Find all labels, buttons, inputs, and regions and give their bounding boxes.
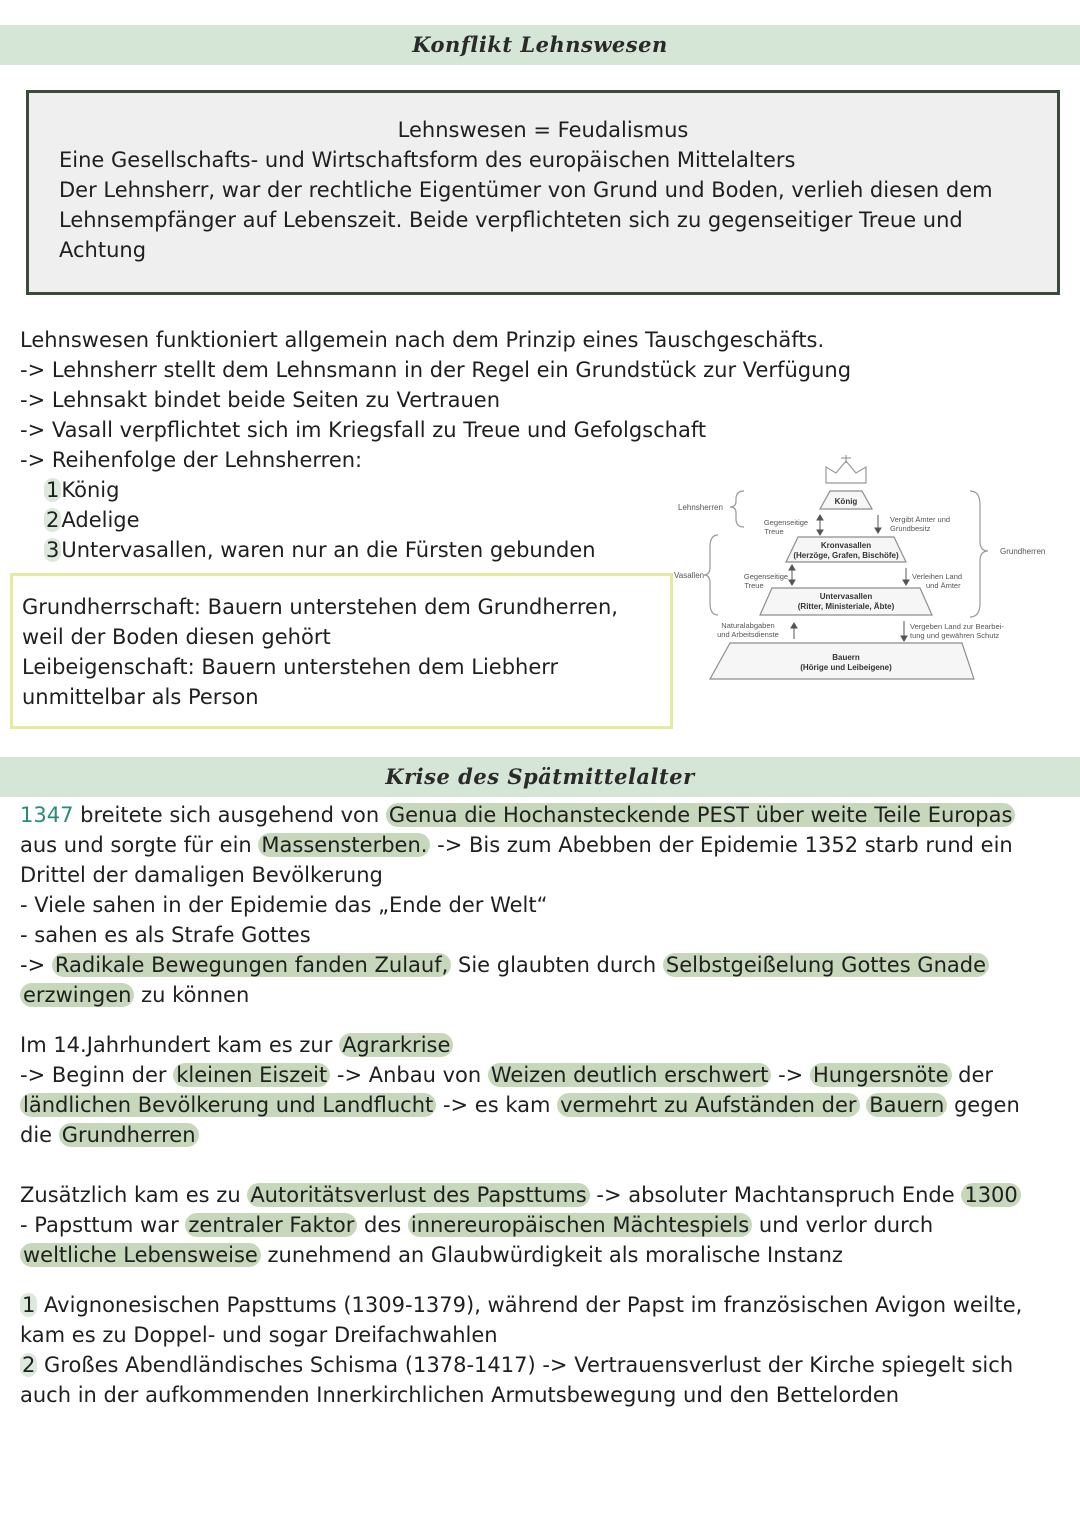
krise-line xyxy=(20,1210,1022,1240)
principle-line: -> Lehnsakt bindet beide Seiten zu Vertrauen xyxy=(20,388,501,412)
text-span: -> Bis zum Abebben der Epidemie 1352 starb rund ein xyxy=(430,833,1013,857)
definition-box xyxy=(26,90,1060,295)
krise-line xyxy=(20,1290,1022,1320)
left-label: und Arbeitsdienste xyxy=(717,630,779,639)
text-span: aus und sorgte für ein xyxy=(20,833,259,857)
grundherrschaft-line: Leibeigenschaft: Bauern unterstehen dem Liebherr xyxy=(22,655,559,679)
right-label: Vergeben Land zur Bearbei- xyxy=(910,622,1004,631)
krise-line: - sahen es als Strafe Gottes xyxy=(20,923,311,947)
text-span: Großes Abendländisches Schisma (1378-1417) -> Vertrauensverlust der Kirche spiegelt sich xyxy=(37,1353,1014,1377)
rank-number: 1 xyxy=(46,478,60,502)
text-span: -> Anbau von xyxy=(330,1063,488,1087)
text-span: Im 14.Jahrhundert kam es zur xyxy=(20,1033,340,1057)
level-name: Untervasallen xyxy=(819,592,873,601)
brace-vasallen xyxy=(704,535,718,615)
highlight: Agrarkrise xyxy=(339,1033,453,1057)
rank-text: Adelige xyxy=(61,508,140,532)
krise-line: Drittel der damaligen Bevölkerung xyxy=(20,863,383,887)
brace-grundherren xyxy=(970,491,988,617)
right-label: Verleihen Land xyxy=(912,572,963,581)
krise-line xyxy=(20,1060,1022,1090)
highlight: 1300 xyxy=(961,1183,1020,1207)
spacer xyxy=(20,1010,1022,1030)
highlight: Bauern xyxy=(866,1093,947,1117)
list-number: 1 xyxy=(22,1293,36,1317)
spacer xyxy=(20,1150,1022,1180)
krise-line xyxy=(20,800,1022,830)
krise-line xyxy=(20,830,1022,860)
highlight: Selbstgeißelung Gottes Gnade xyxy=(663,953,989,977)
section-title-krise: Krise des Spätmittelalter xyxy=(385,764,695,789)
highlight: Weizen deutlich erschwert xyxy=(488,1063,772,1087)
krise-line xyxy=(20,950,1022,980)
highlight: Massensterben. xyxy=(258,833,430,857)
level-sub: (Hörige und Leibeigene) xyxy=(800,663,892,672)
krise-line xyxy=(20,1030,1022,1060)
text-span: und verlor durch xyxy=(752,1213,934,1237)
brace-lehnsherren xyxy=(730,491,744,527)
krise-line xyxy=(20,1090,1022,1120)
level-name: Bauern xyxy=(832,653,860,662)
highlight: erzwingen xyxy=(20,983,134,1007)
text-span: gegen xyxy=(947,1093,1020,1117)
level-name: König xyxy=(834,497,858,506)
brace-label: Grundherren xyxy=(1000,547,1046,556)
right-label: Grundbesitz xyxy=(890,524,931,533)
krise-line xyxy=(20,1120,1022,1150)
grundherrschaft-line: weil der Boden diesen gehört xyxy=(22,625,331,649)
text-span: zu können xyxy=(134,983,250,1007)
highlight: zentraler Faktor xyxy=(185,1213,357,1237)
left-label: Gegenseitige xyxy=(743,572,789,581)
definition-text xyxy=(59,145,1039,265)
highlight: vermehrt zu Aufständen der xyxy=(557,1093,859,1117)
level-name: Kronvasallen xyxy=(820,541,872,550)
spacer xyxy=(20,1270,1022,1290)
principle-line: -> Reihenfolge der Lehnsherren: xyxy=(20,448,363,472)
highlight: Autoritätsverlust des Papsttums xyxy=(247,1183,589,1207)
rank-text: Untervasallen, waren nur an die Fürsten gebunden xyxy=(61,538,596,562)
text-span: -> xyxy=(20,953,52,977)
krise-line: auch in der aufkommenden Innerkirchlichen Armutsbewegung und den Bettelorden xyxy=(20,1383,900,1407)
highlight: Radikale Bewegungen fanden Zulauf, xyxy=(52,953,451,977)
principle-line: -> Lehnsherr stellt dem Lehnsmann in der Regel ein Grundstück zur Verfügung xyxy=(20,358,852,382)
highlight: weltliche Lebensweise xyxy=(20,1243,261,1267)
definition-line: Lehnsempfänger auf Lebenszeit. Beide verpflichteten sich zu gegenseitiger Treue und xyxy=(59,208,963,232)
krise-line: kam es zu Doppel- und sogar Dreifachwahlen xyxy=(20,1323,498,1347)
left-label: Treue xyxy=(764,527,784,536)
left-label: Gegenseitige xyxy=(763,518,809,527)
grundherrschaft-line: unmittelbar als Person xyxy=(22,685,259,709)
year-text: 1347 xyxy=(20,803,74,827)
text-span: die xyxy=(20,1123,59,1147)
brace-label: Lehnsherren xyxy=(678,503,723,512)
principle-line: Lehnswesen funktioniert allgemein nach dem Prinzip eines Tauschgeschäfts. xyxy=(20,328,825,352)
left-label: Treue xyxy=(744,581,764,590)
krise-notes xyxy=(20,800,1022,1410)
krise-line xyxy=(20,1350,1022,1380)
highlight: Grundherren xyxy=(59,1123,199,1147)
feudal-pyramid-diagram xyxy=(670,455,1075,695)
section-title-lehnswesen: Konflikt Lehnswesen xyxy=(412,32,668,57)
text-span: Avignonesischen Papsttums (1309-1379), während der Papst im französischen Avigon weilte, xyxy=(37,1293,1023,1317)
krise-line: - Viele sahen in der Epidemie das „Ende der Welt“ xyxy=(20,893,548,917)
text-span: Sie glaubten durch xyxy=(451,953,663,977)
level-sub: (Ritter, Ministeriale, Äbte) xyxy=(797,602,895,611)
krise-line xyxy=(20,1180,1022,1210)
list-number: 2 xyxy=(22,1353,36,1377)
text-span: -> xyxy=(771,1063,810,1087)
text-span: der xyxy=(951,1063,994,1087)
krise-line xyxy=(20,1240,1022,1270)
highlight: ländlichen Bevölkerung und Landflucht xyxy=(20,1093,436,1117)
level-sub: (Herzöge, Grafen, Bischöfe) xyxy=(793,551,899,560)
text-span: des xyxy=(357,1213,408,1237)
text-span: -> absoluter Machtanspruch Ende xyxy=(589,1183,962,1207)
rank-text: König xyxy=(61,478,120,502)
crown-icon xyxy=(826,455,866,483)
grundherrschaft-box xyxy=(10,573,673,729)
right-label: Vergibt Ämter und xyxy=(890,515,951,524)
highlight: Hungersnöte xyxy=(810,1063,952,1087)
left-label: Naturalabgaben xyxy=(721,621,775,630)
definition-line: Eine Gesellschafts- und Wirtschaftsform des europäischen Mittelalters xyxy=(59,148,796,172)
highlight: Genua die Hochansteckende PEST über weite Teile Europas xyxy=(386,803,1016,827)
text-span: zunehmend an Glaubwürdigkeit als moralische Instanz xyxy=(260,1243,843,1267)
brace-label: Vasallen xyxy=(674,571,705,580)
right-label: und Ämter xyxy=(926,581,961,590)
highlight: innereuropäischen Mächtespiels xyxy=(408,1213,752,1237)
text-span: breitete sich ausgehend von xyxy=(73,803,386,827)
definition-title: Lehnswesen = Feudalismus xyxy=(397,118,689,142)
highlight: kleinen Eiszeit xyxy=(173,1063,330,1087)
definition-line: Achtung xyxy=(59,238,147,262)
principle-line: -> Vasall verpflichtet sich im Kriegsfall zu Treue und Gefolgschaft xyxy=(20,418,707,442)
grundherrschaft-line: Grundherrschaft: Bauern unterstehen dem Grundherren, xyxy=(22,595,618,619)
rank-number: 3 xyxy=(46,538,60,562)
grundherrschaft-text xyxy=(22,592,618,712)
text-span: -> es kam xyxy=(436,1093,558,1117)
text-span: - Papsttum war xyxy=(20,1213,186,1237)
right-label: tung und gewähren Schutz xyxy=(910,631,1000,640)
rank-number: 2 xyxy=(46,508,60,532)
text-span: Zusätzlich kam es zu xyxy=(20,1183,248,1207)
krise-line xyxy=(20,980,1022,1010)
definition-line: Der Lehnsherr, war der rechtliche Eigentümer von Grund und Boden, verlieh diesen dem xyxy=(59,178,993,202)
text-span: -> Beginn der xyxy=(20,1063,174,1087)
